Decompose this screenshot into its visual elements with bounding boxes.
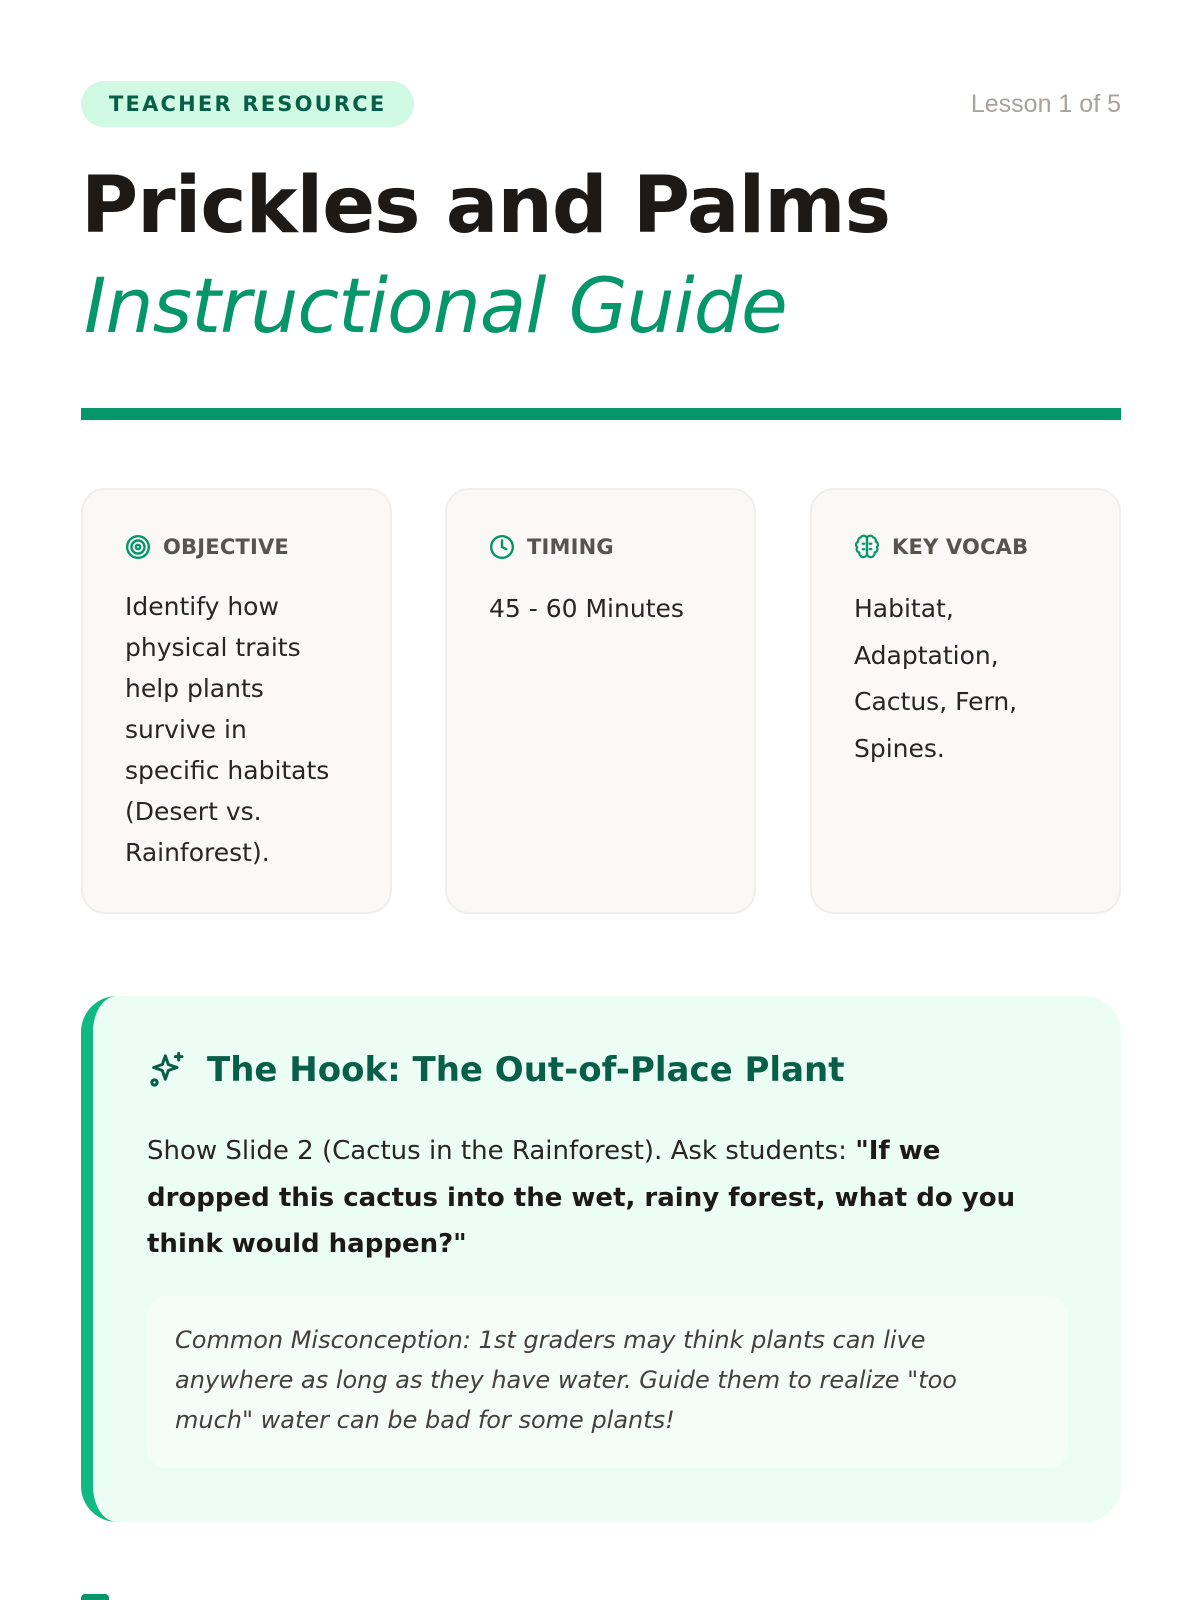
misconception-note: Common Misconception: 1st graders may think plants can live anywhere as long as they have water. Guide them to realize "too much" water can be bad for some plants! <box>147 1296 1068 1468</box>
vocab-line: Habitat, <box>854 594 954 623</box>
objective-text <box>125 586 375 873</box>
target-icon <box>125 534 151 560</box>
clock-icon <box>489 534 515 560</box>
objective-line: survive in <box>125 715 247 744</box>
objective-line: physical traits <box>125 633 301 662</box>
objective-line: Identify how <box>125 592 279 621</box>
timing-card <box>445 488 756 914</box>
teacher-resource-badge: TEACHER RESOURCE <box>81 81 414 127</box>
top-row <box>81 81 1121 127</box>
objective-line: specific habitats <box>125 756 330 785</box>
timing-label: TIMING <box>527 535 614 559</box>
hook-question: "If we dropped this cactus into the wet, rainy forest, what do you think would happen?" <box>147 1136 1016 1259</box>
info-cards <box>81 488 1121 914</box>
brain-icon <box>854 534 880 560</box>
objective-line: Rainforest). <box>125 838 270 867</box>
hook-section <box>81 996 1121 1522</box>
hook-instructions <box>147 1128 1047 1268</box>
lesson-counter: Lesson 1 of 5 <box>970 89 1121 118</box>
key-vocab-text <box>854 586 1104 772</box>
objective-line: help plants <box>125 674 264 703</box>
sparkles-icon <box>147 1050 187 1090</box>
objective-label: OBJECTIVE <box>163 535 289 559</box>
timing-line: 45 - 60 Minutes <box>489 594 684 623</box>
vocab-line: Cactus, Fern, <box>854 687 1018 716</box>
vocab-line: Adaptation, <box>854 640 999 670</box>
timing-text <box>489 586 739 633</box>
page-subtitle: Instructional Guide <box>84 261 787 350</box>
objective-card <box>81 488 392 914</box>
key-vocab-label: KEY VOCAB <box>892 535 1029 559</box>
vocab-line: Spines. <box>854 733 945 763</box>
objective-line: (Desert vs. <box>125 797 262 826</box>
next-section-marker <box>81 1594 109 1600</box>
title-divider <box>81 408 1121 420</box>
hook-title: The Hook: The Out-of-Place Plant <box>207 1050 845 1090</box>
key-vocab-card <box>810 488 1121 914</box>
hook-intro: Show Slide 2 (Cactus in the Rainforest). Ask students: <box>147 1136 856 1166</box>
page-title: Prickles and Palms <box>81 161 890 251</box>
